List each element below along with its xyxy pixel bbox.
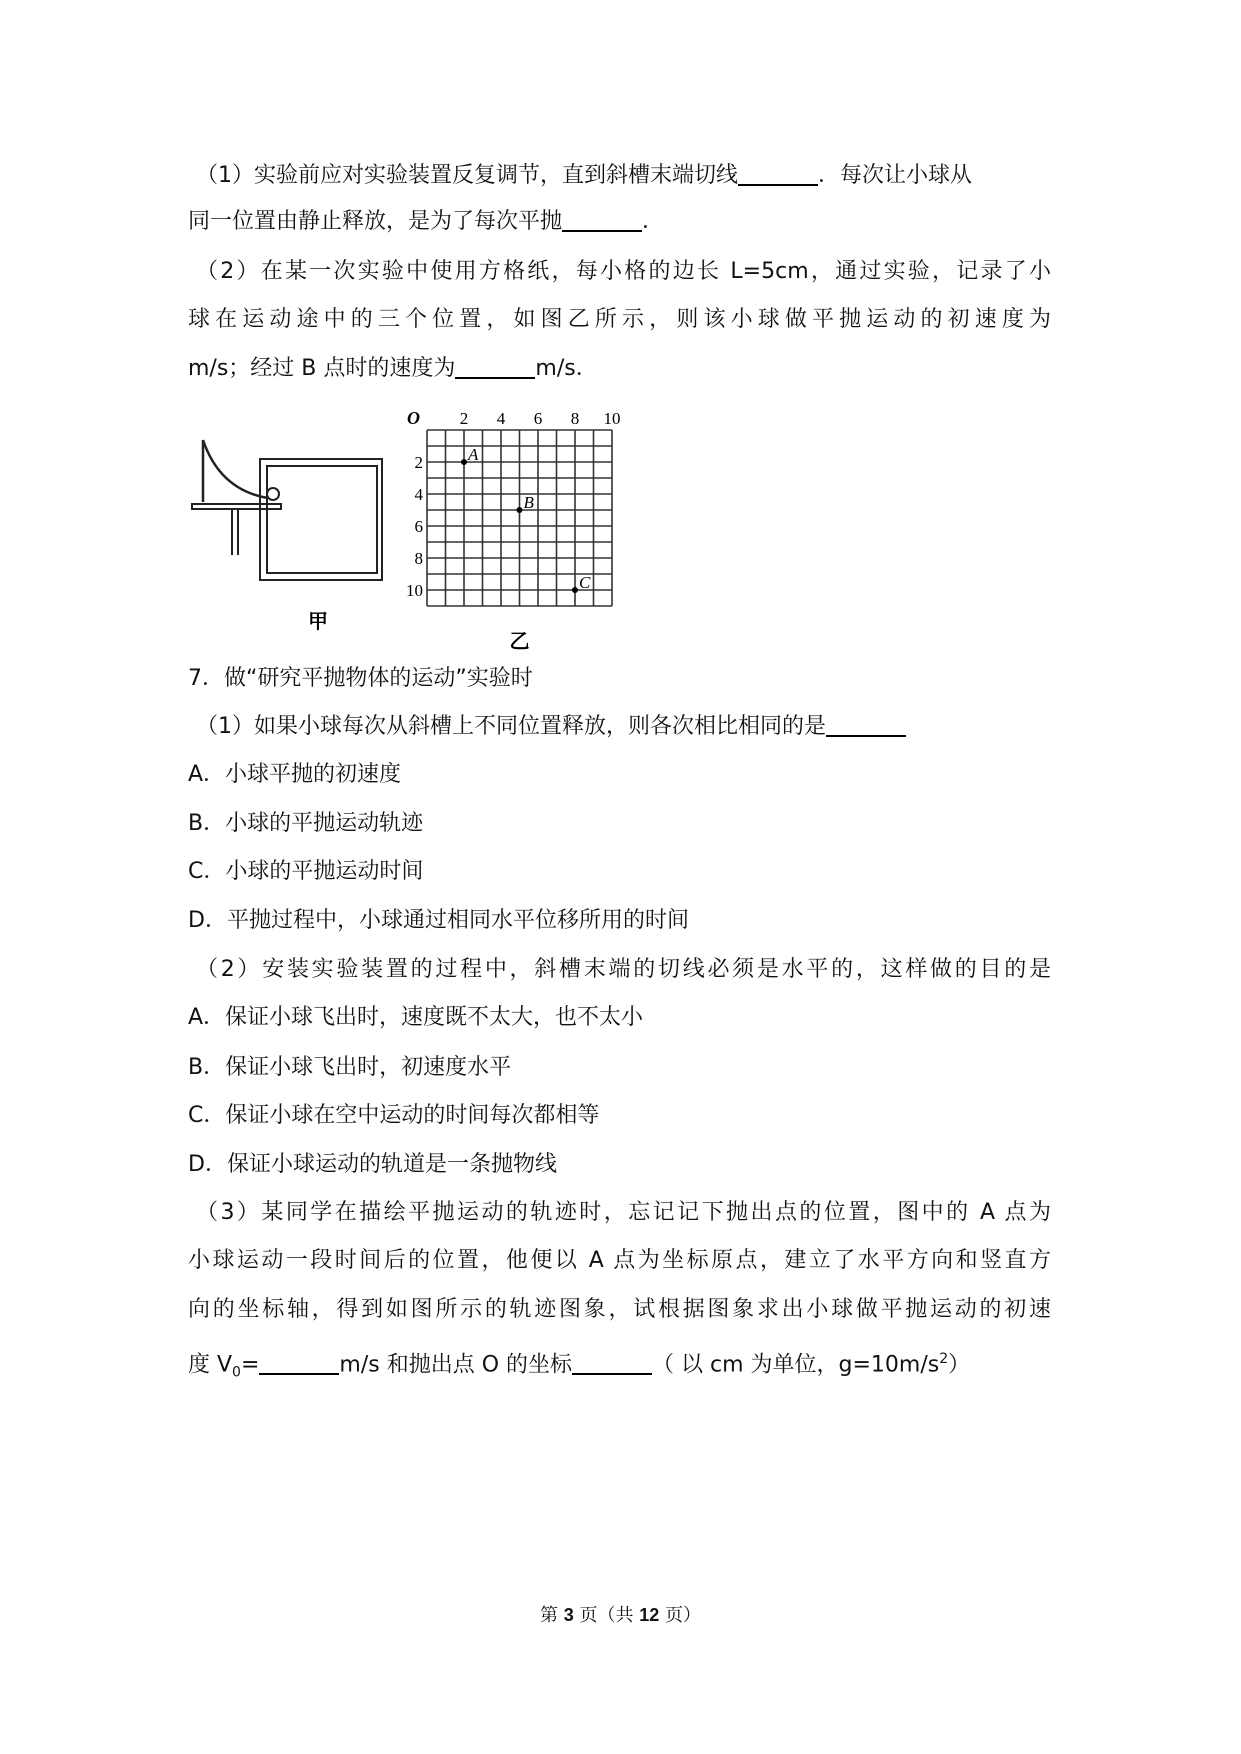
y-tick-label: 6 [414, 517, 423, 536]
q7-p2-option-d: D．保证小球运动的轨道是一条抛物线 [188, 1152, 557, 1177]
q7-part2: （2）安装实验装置的过程中，斜槽末端的切线必须是水平的，这样做的目的是 [196, 957, 1051, 982]
q7-p2-option-a: A．保证小球飞出时，速度既不太大，也不太小 [188, 1005, 644, 1030]
text: m/s；经过 B 点时的速度为 [188, 356, 456, 381]
subscript: 0 [232, 1364, 241, 1381]
q6-part2-line2: 球在运动途中的三个位置，如图乙所示，则该小球做平抛运动的初速度为 [188, 307, 1051, 332]
q6-part2-line1: （2）在某一次实验中使用方格纸，每小格的边长 L=5cm，通过实验，记录了小 [196, 259, 1051, 284]
text: （ 以 cm 为单位，g=10m/s [652, 1352, 940, 1378]
q7-part1 [196, 712, 1051, 742]
text: 页（共 [573, 1605, 640, 1626]
answer-blank[interactable] [562, 208, 642, 232]
y-tick-label: 8 [414, 549, 423, 568]
x-tick-label: 6 [533, 409, 543, 428]
q7-part3-line4 [188, 1344, 1051, 1388]
q6-part2-line3 [188, 354, 1051, 384]
answer-blank[interactable] [455, 355, 535, 379]
text: m/s 和抛出点 O 的坐标 [339, 1352, 573, 1378]
text: 同一位置由静止释放，是为了每次平抛 [188, 209, 563, 234]
x-tick-label: 10 [603, 409, 621, 428]
q7-p1-option-a: A．小球平抛的初速度 [188, 762, 402, 787]
figure-jia-label: 甲 [308, 611, 328, 633]
figure-jia-apparatus [180, 430, 400, 640]
answer-blank[interactable] [826, 713, 906, 737]
text: ． [642, 209, 665, 234]
q7-title: 7．做“研究平抛物体的运动”实验时 [188, 666, 533, 691]
q7-p1-option-d: D．平抛过程中，小球通过相同水平位移所用的时间 [188, 908, 689, 933]
page-footer [0, 1601, 1241, 1627]
point-C [572, 587, 578, 593]
answer-blank[interactable] [259, 1351, 339, 1375]
point-B [517, 507, 523, 513]
origin-label: O [407, 408, 420, 428]
x-tick-label: 8 [570, 409, 580, 428]
page-number: 3 [563, 1605, 574, 1625]
text: ） [948, 1352, 971, 1378]
text: ．每次让小球从 [818, 163, 973, 188]
q7-p1-option-c: C．小球的平抛运动时间 [188, 859, 424, 884]
text: 度 V [188, 1352, 233, 1378]
figure-yi-label: 乙 [509, 631, 530, 650]
text: （1）如果小球每次从斜槽上不同位置释放，则各次相比相同的是 [196, 714, 826, 739]
y-tick-label: 2 [414, 453, 423, 472]
x-tick-label: 4 [496, 409, 506, 428]
text: 第 [540, 1605, 564, 1626]
page-total: 12 [639, 1605, 660, 1625]
text: m/s． [535, 356, 598, 381]
point-label: A [468, 445, 479, 464]
x-tick-label: 2 [459, 409, 469, 428]
text: （1）实验前应对实验装置反复调节，直到斜槽末端切线 [196, 163, 738, 188]
q6-part1-line2 [188, 207, 1051, 237]
answer-blank[interactable] [738, 162, 818, 186]
q7-p1-option-b: B．小球的平抛运动轨迹 [188, 811, 424, 836]
superscript: 2 [939, 1351, 949, 1367]
q7-part3-line1: （3）某同学在描绘平抛运动的轨迹时，忘记记下抛出点的位置，图中的 A 点为 [196, 1200, 1051, 1225]
q6-part1-line1 [196, 161, 1051, 191]
q7-part3-line2: 小球运动一段时间后的位置，他便以 A 点为坐标原点，建立了水平方向和竖直方 [188, 1248, 1051, 1273]
text: = [240, 1352, 260, 1378]
point-label: C [579, 573, 591, 592]
point-label: B [523, 493, 534, 512]
text: 页） [659, 1605, 701, 1626]
y-tick-label: 10 [406, 581, 423, 600]
y-tick-label: 4 [414, 485, 423, 504]
q7-part3-line3: 向的坐标轴，得到如图所示的轨迹图象，试根据图象求出小球做平抛运动的初速 [188, 1297, 1051, 1322]
point-A [461, 459, 467, 465]
answer-blank[interactable] [572, 1351, 652, 1375]
figure-yi-grid [400, 400, 640, 650]
q7-p2-option-c: C．保证小球在空中运动的时间每次都相等 [188, 1103, 600, 1128]
q7-p2-option-b: B．保证小球飞出时，初速度水平 [188, 1055, 512, 1080]
